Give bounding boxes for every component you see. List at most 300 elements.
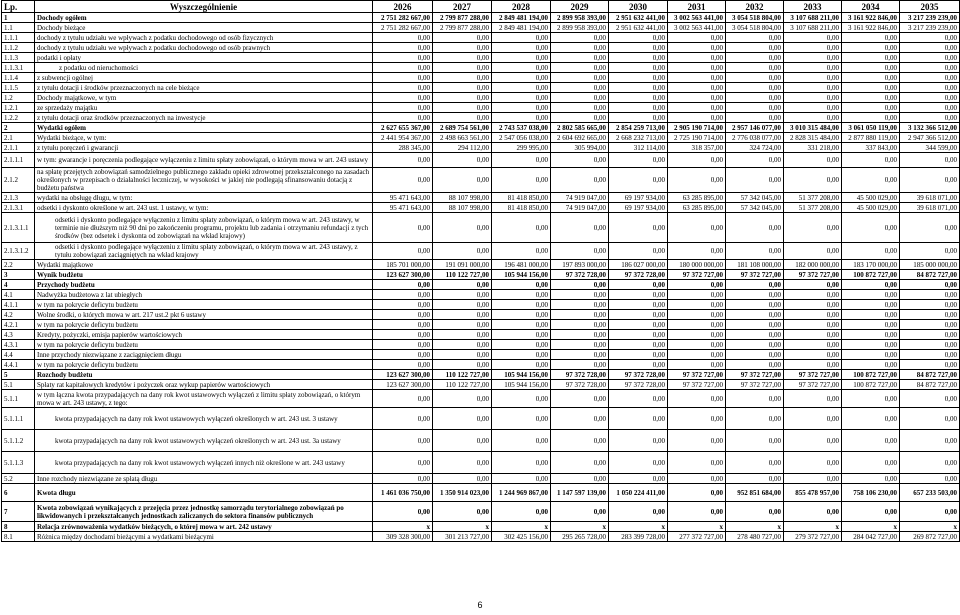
row-value: 0,00 [373, 350, 433, 360]
row-value: 0,00 [842, 113, 900, 123]
row-value: 97 372 727,00 [668, 270, 726, 280]
row-value: 3 054 518 804,00 [726, 13, 784, 23]
row-value: 0,00 [433, 280, 492, 290]
row-value: 0,00 [900, 310, 960, 320]
row-value: 0,00 [842, 103, 900, 113]
row-value: 309 328 300,00 [373, 532, 433, 542]
row-value: 0,00 [433, 63, 492, 73]
row-value: 0,00 [842, 63, 900, 73]
row-value: 0,00 [726, 33, 784, 43]
row-value: 0,00 [609, 430, 668, 452]
row-description: Dochody bieżące [35, 23, 373, 33]
row-value: 0,00 [433, 93, 492, 103]
row-value: 0,00 [609, 43, 668, 53]
row-value: 0,00 [433, 474, 492, 484]
row-value: 182 000 000,00 [784, 260, 842, 270]
row-value: 0,00 [726, 390, 784, 408]
row-value: 0,00 [784, 243, 842, 260]
row-value: 185 000 000,00 [900, 260, 960, 270]
row-value: 0,00 [784, 452, 842, 474]
row-description: na spłatę przejętych zobowiązań samodzielnego publicznego zakładu opieki zdrowotnej przekształconego na zasadach określonych w przepisach o działalności leczniczej, w wysokości w jakiej nie podlegają sfinansowaniu dotacją z budżetu państwa [35, 168, 373, 193]
row-value: 0,00 [492, 340, 551, 350]
row-value: 0,00 [551, 53, 609, 63]
row-value: 0,00 [492, 168, 551, 193]
table-row [2, 390, 960, 408]
row-number: 1.1.1 [2, 33, 35, 43]
row-value: 0,00 [551, 408, 609, 430]
row-value: 0,00 [551, 93, 609, 103]
row-value: 0,00 [373, 290, 433, 300]
row-value: 0,00 [551, 63, 609, 73]
row-description: z tytułu dotacji oraz środków przeznaczonych na inwestycje [35, 113, 373, 123]
row-value: 1 050 224 411,00 [609, 484, 668, 502]
row-value: 39 618 071,00 [900, 193, 960, 203]
row-value: 0,00 [373, 33, 433, 43]
row-value: 0,00 [551, 113, 609, 123]
row-value: 2 604 692 665,00 [551, 133, 609, 143]
row-value: 74 919 047,00 [551, 193, 609, 203]
row-value: 180 000 000,00 [668, 260, 726, 270]
row-value: 312 114,00 [609, 143, 668, 153]
row-value: 278 480 727,00 [726, 532, 784, 542]
row-value: 0,00 [433, 310, 492, 320]
table-row [2, 213, 960, 243]
row-value: 0,00 [492, 300, 551, 310]
row-number: 2 [2, 123, 35, 133]
table-row [2, 340, 960, 350]
table-row [2, 330, 960, 340]
row-number: 1.1.5 [2, 83, 35, 93]
row-value: 0,00 [900, 320, 960, 330]
row-description: Dochody majątkowe, w tym [35, 93, 373, 103]
row-value: 3 217 239 239,00 [900, 23, 960, 33]
row-value: 0,00 [726, 103, 784, 113]
row-value: 294 112,00 [433, 143, 492, 153]
row-value: 0,00 [784, 153, 842, 168]
table-row [2, 123, 960, 133]
header-year: 2031 [668, 1, 726, 13]
row-number: 4.2 [2, 310, 35, 320]
row-value: 2 689 754 561,00 [433, 123, 492, 133]
table-row [2, 113, 960, 123]
table-row [2, 83, 960, 93]
row-number: 4.1 [2, 290, 35, 300]
header-year: 2028 [492, 1, 551, 13]
row-value: 0,00 [900, 430, 960, 452]
row-value: 331 218,00 [784, 143, 842, 153]
row-number: 5.1.1.3 [2, 452, 35, 474]
row-number: 2.1.3.1.2 [2, 243, 35, 260]
page-number: 6 [477, 600, 483, 610]
row-value: 0,00 [668, 93, 726, 103]
row-value: 2 802 585 665,00 [551, 123, 609, 133]
row-value: 123 627 300,00 [373, 380, 433, 390]
row-value: 0,00 [668, 474, 726, 484]
row-value: 0,00 [373, 213, 433, 243]
row-value: 0,00 [609, 113, 668, 123]
row-value: 0,00 [784, 83, 842, 93]
row-value: 288 345,00 [373, 143, 433, 153]
row-number: 4.2.1 [2, 320, 35, 330]
row-value: 758 106 230,00 [842, 484, 900, 502]
row-value: 0,00 [551, 350, 609, 360]
row-description: Kwota zobowiązań wynikających z przejęcia przez jednostkę samorządu terytorialnego zobowiązań po likwidowanych i przekształcanych jednostkach zaliczanych do sektora finansów publicznych [35, 502, 373, 522]
row-value: 0,00 [726, 93, 784, 103]
row-value: 2 947 366 512,00 [900, 133, 960, 143]
row-value: 0,00 [373, 168, 433, 193]
row-value: 0,00 [900, 300, 960, 310]
row-value: 1 147 597 139,00 [551, 484, 609, 502]
row-value: 97 372 727,00 [726, 270, 784, 280]
row-value: 0,00 [784, 280, 842, 290]
row-number: 7 [2, 502, 35, 522]
row-description: Różnica między dochodami bieżącymi a wydatkami bieżącymi [35, 532, 373, 542]
row-value: 2 751 282 667,00 [373, 13, 433, 23]
row-value: 337 843,00 [842, 143, 900, 153]
row-value: 123 627 300,00 [373, 270, 433, 280]
row-value: 0,00 [668, 452, 726, 474]
row-description: z tytułu dotacji i środków przeznaczonych na cele bieżące [35, 83, 373, 93]
row-value: 2 725 190 714,00 [668, 133, 726, 143]
row-value: 0,00 [900, 360, 960, 370]
row-value: 0,00 [373, 310, 433, 320]
row-value: 0,00 [900, 63, 960, 73]
row-value: 183 170 000,00 [842, 260, 900, 270]
row-value: 0,00 [551, 83, 609, 93]
row-value: 0,00 [433, 103, 492, 113]
row-value: 0,00 [784, 168, 842, 193]
row-value: 0,00 [492, 103, 551, 113]
row-value: 0,00 [668, 213, 726, 243]
row-value: 0,00 [726, 452, 784, 474]
row-value: 0,00 [433, 360, 492, 370]
row-value: 0,00 [551, 168, 609, 193]
row-value: 0,00 [373, 53, 433, 63]
row-value: 0,00 [842, 33, 900, 43]
row-value: 0,00 [784, 103, 842, 113]
row-value: 2 854 259 713,00 [609, 123, 668, 133]
table-row [2, 63, 960, 73]
row-value: 100 872 727,00 [842, 270, 900, 280]
row-value: 0,00 [551, 320, 609, 330]
row-value: 2 751 282 667,00 [373, 23, 433, 33]
row-value: 185 701 000,00 [373, 260, 433, 270]
row-value: 95 471 643,00 [373, 203, 433, 213]
row-value: 302 425 156,00 [492, 532, 551, 542]
row-value: 0,00 [842, 474, 900, 484]
row-value: 0,00 [668, 484, 726, 502]
row-value: 0,00 [784, 53, 842, 63]
row-description: podatki i opłaty [35, 53, 373, 63]
row-value: 0,00 [373, 430, 433, 452]
row-value: 0,00 [492, 330, 551, 340]
row-value: 0,00 [609, 300, 668, 310]
row-description: ze sprzedaży majątku [35, 103, 373, 113]
row-value: x [842, 522, 900, 532]
row-value: 0,00 [551, 33, 609, 43]
row-value: 0,00 [726, 168, 784, 193]
row-value: x [492, 522, 551, 532]
row-value: 0,00 [668, 320, 726, 330]
row-value: 0,00 [492, 452, 551, 474]
row-value: 0,00 [373, 73, 433, 83]
row-value: 0,00 [492, 280, 551, 290]
header-year: 2030 [609, 1, 668, 13]
row-description: Wydatki bieżące, w tym: [35, 133, 373, 143]
row-description: Rozchody budżetu [35, 370, 373, 380]
row-value: 0,00 [842, 300, 900, 310]
row-value: 0,00 [551, 280, 609, 290]
row-value: x [551, 522, 609, 532]
row-value: 0,00 [842, 93, 900, 103]
row-value: 0,00 [609, 63, 668, 73]
row-value: 0,00 [373, 408, 433, 430]
row-value: 0,00 [373, 113, 433, 123]
table-row [2, 23, 960, 33]
row-value: 0,00 [726, 153, 784, 168]
row-value: 0,00 [900, 43, 960, 53]
row-value: 0,00 [668, 63, 726, 73]
row-value: 0,00 [842, 502, 900, 522]
row-value: 69 197 934,00 [609, 203, 668, 213]
row-value: 0,00 [900, 290, 960, 300]
row-value: 2 951 632 441,00 [609, 13, 668, 23]
row-value: 0,00 [433, 168, 492, 193]
row-value: 0,00 [433, 213, 492, 243]
table-row [2, 522, 960, 532]
row-value: 95 471 643,00 [373, 193, 433, 203]
header-lp: Lp. [2, 1, 35, 13]
row-value: 0,00 [900, 53, 960, 63]
row-value: 0,00 [842, 452, 900, 474]
row-value: 0,00 [668, 390, 726, 408]
row-number: 6 [2, 484, 35, 502]
row-number: 4.1.1 [2, 300, 35, 310]
row-value: 3 132 366 512,00 [900, 123, 960, 133]
row-value: 0,00 [433, 73, 492, 83]
row-value: 0,00 [842, 43, 900, 53]
row-value: 0,00 [492, 290, 551, 300]
row-number: 1.2.1 [2, 103, 35, 113]
table-row [2, 203, 960, 213]
row-value: 0,00 [668, 153, 726, 168]
row-value: 0,00 [551, 340, 609, 350]
row-value: 0,00 [668, 73, 726, 83]
table-row [2, 380, 960, 390]
row-value: 0,00 [668, 408, 726, 430]
row-value: 0,00 [609, 168, 668, 193]
row-value: 0,00 [784, 430, 842, 452]
row-value: 2 743 537 038,00 [492, 123, 551, 133]
row-value: 0,00 [551, 502, 609, 522]
row-value: 0,00 [433, 340, 492, 350]
row-value: 0,00 [373, 280, 433, 290]
row-number: 2.1.3.1 [2, 203, 35, 213]
row-value: 0,00 [609, 330, 668, 340]
row-value: 0,00 [492, 474, 551, 484]
row-value: 0,00 [900, 103, 960, 113]
header-year: 2032 [726, 1, 784, 13]
row-value: 301 213 727,00 [433, 532, 492, 542]
row-value: 0,00 [726, 290, 784, 300]
row-value: 3 107 688 211,00 [784, 23, 842, 33]
row-description: w tym na pokrycie deficytu budżetu [35, 360, 373, 370]
row-value: 0,00 [609, 502, 668, 522]
table-row [2, 310, 960, 320]
row-value: 2 799 877 288,00 [433, 23, 492, 33]
row-value: 0,00 [492, 320, 551, 330]
row-value: 657 233 503,00 [900, 484, 960, 502]
row-value: 97 372 727,00 [726, 370, 784, 380]
row-value: 0,00 [551, 300, 609, 310]
table-row [2, 193, 960, 203]
row-value: 0,00 [609, 153, 668, 168]
row-value: 0,00 [551, 474, 609, 484]
row-value: 0,00 [492, 113, 551, 123]
row-value: 0,00 [668, 330, 726, 340]
row-value: 0,00 [551, 103, 609, 113]
row-value: 2 899 958 393,00 [551, 23, 609, 33]
row-value: 2 899 958 393,00 [551, 13, 609, 23]
row-value: 0,00 [492, 310, 551, 320]
row-value: 0,00 [373, 360, 433, 370]
row-value: 0,00 [492, 243, 551, 260]
row-description: dochody z tytułu udziału we wpływach z podatku dochodowego od osób fizycznych [35, 33, 373, 43]
row-description: w tym: gwarancje i poręczenia podlegające wyłączeniu z limitu spłaty zobowiązań, o którym mowa w art. 243 ustawy [35, 153, 373, 168]
row-description: Dochody ogółem [35, 13, 373, 23]
row-number: 2.1.2 [2, 168, 35, 193]
table-row [2, 270, 960, 280]
row-value: 0,00 [784, 290, 842, 300]
row-value: 3 161 922 846,00 [842, 23, 900, 33]
row-value: 0,00 [609, 93, 668, 103]
row-value: 81 418 850,00 [492, 203, 551, 213]
row-value: 97 372 727,00 [668, 380, 726, 390]
row-value: 97 372 728,00 [551, 370, 609, 380]
header-year: 2027 [433, 1, 492, 13]
row-value: 0,00 [551, 452, 609, 474]
row-value: 0,00 [609, 53, 668, 63]
row-value: 0,00 [668, 83, 726, 93]
row-value: 84 872 727,00 [900, 380, 960, 390]
row-value: 0,00 [433, 43, 492, 53]
row-value: 110 122 727,00 [433, 270, 492, 280]
row-value: 0,00 [492, 350, 551, 360]
row-value: 0,00 [668, 43, 726, 53]
row-value: 0,00 [784, 340, 842, 350]
row-value: 318 357,00 [668, 143, 726, 153]
table-row [2, 484, 960, 502]
row-value: 952 851 684,00 [726, 484, 784, 502]
row-value: 0,00 [784, 330, 842, 340]
row-value: 0,00 [726, 243, 784, 260]
row-number: 4.3 [2, 330, 35, 340]
row-value: 0,00 [726, 408, 784, 430]
row-value: 196 481 000,00 [492, 260, 551, 270]
row-number: 1.2 [2, 93, 35, 103]
row-value: 0,00 [842, 360, 900, 370]
row-value: 0,00 [609, 320, 668, 330]
row-value: 0,00 [492, 63, 551, 73]
row-description: Relacja zrównoważenia wydatków bieżących, o której mowa w art. 242 ustawy [35, 522, 373, 532]
row-value: 0,00 [726, 300, 784, 310]
table-row [2, 430, 960, 452]
row-value: 0,00 [433, 320, 492, 330]
row-number: 8 [2, 522, 35, 532]
row-value: 0,00 [373, 452, 433, 474]
table-row [2, 408, 960, 430]
header-row [2, 1, 960, 13]
table-row [2, 532, 960, 542]
row-value: 0,00 [668, 113, 726, 123]
row-value: 0,00 [492, 93, 551, 103]
row-description: Wydatki majątkowe [35, 260, 373, 270]
row-value: 0,00 [551, 310, 609, 320]
table-row [2, 73, 960, 83]
row-value: 0,00 [551, 213, 609, 243]
row-value: 2 498 663 561,00 [433, 133, 492, 143]
row-value: 0,00 [609, 83, 668, 93]
row-value: 0,00 [609, 452, 668, 474]
row-value: 0,00 [668, 290, 726, 300]
row-value: 0,00 [668, 360, 726, 370]
row-value: 0,00 [551, 243, 609, 260]
row-value: 0,00 [784, 408, 842, 430]
row-value: 0,00 [784, 320, 842, 330]
row-value: 97 372 727,00 [784, 380, 842, 390]
row-value: 97 372 727,00 [726, 380, 784, 390]
row-value: x [609, 522, 668, 532]
row-number: 8.1 [2, 532, 35, 542]
row-value: 0,00 [900, 213, 960, 243]
table-row [2, 300, 960, 310]
row-description: odsetki i dyskonto podlegające wyłączeniu z limitu spłaty zobowiązań, o którym mowa w art. 243 ustawy, w terminie nie dłuższym niż 90 dni po zakończeniu programu, projektu lub zadania i otrzymaniu refundacji z tych środków (bez odsetek i dyskonta od zobowiązań na wkład krajowy) [35, 213, 373, 243]
row-value: 63 285 895,00 [668, 193, 726, 203]
row-value: 0,00 [842, 340, 900, 350]
row-value: 0,00 [900, 280, 960, 290]
row-value: 0,00 [900, 168, 960, 193]
row-value: 0,00 [784, 43, 842, 53]
row-number: 5.1.1 [2, 390, 35, 408]
table-row [2, 452, 960, 474]
row-value: 295 265 728,00 [551, 532, 609, 542]
row-value: 3 002 563 441,00 [668, 23, 726, 33]
row-value: 0,00 [609, 310, 668, 320]
row-description: Inne przychody niezwiązane z zaciągnięciem długu [35, 350, 373, 360]
table-row [2, 350, 960, 360]
row-value: x [668, 522, 726, 532]
row-description: Inne rozchody niezwiązane ze spłatą długu [35, 474, 373, 484]
row-value: 0,00 [492, 33, 551, 43]
row-value: 0,00 [726, 73, 784, 83]
table-body [2, 13, 960, 542]
row-value: 0,00 [373, 474, 433, 484]
row-value: 0,00 [900, 390, 960, 408]
row-value: 0,00 [433, 33, 492, 43]
row-value: 0,00 [900, 93, 960, 103]
row-value: 0,00 [784, 213, 842, 243]
row-value: 0,00 [492, 153, 551, 168]
row-value: 0,00 [551, 330, 609, 340]
row-value: 0,00 [784, 33, 842, 43]
row-value: 0,00 [433, 502, 492, 522]
row-value: 0,00 [726, 340, 784, 350]
row-value: 284 042 727,00 [842, 532, 900, 542]
row-value: 81 418 850,00 [492, 193, 551, 203]
row-value: 0,00 [373, 243, 433, 260]
row-value: 0,00 [900, 73, 960, 83]
row-value: 3 107 688 211,00 [784, 13, 842, 23]
